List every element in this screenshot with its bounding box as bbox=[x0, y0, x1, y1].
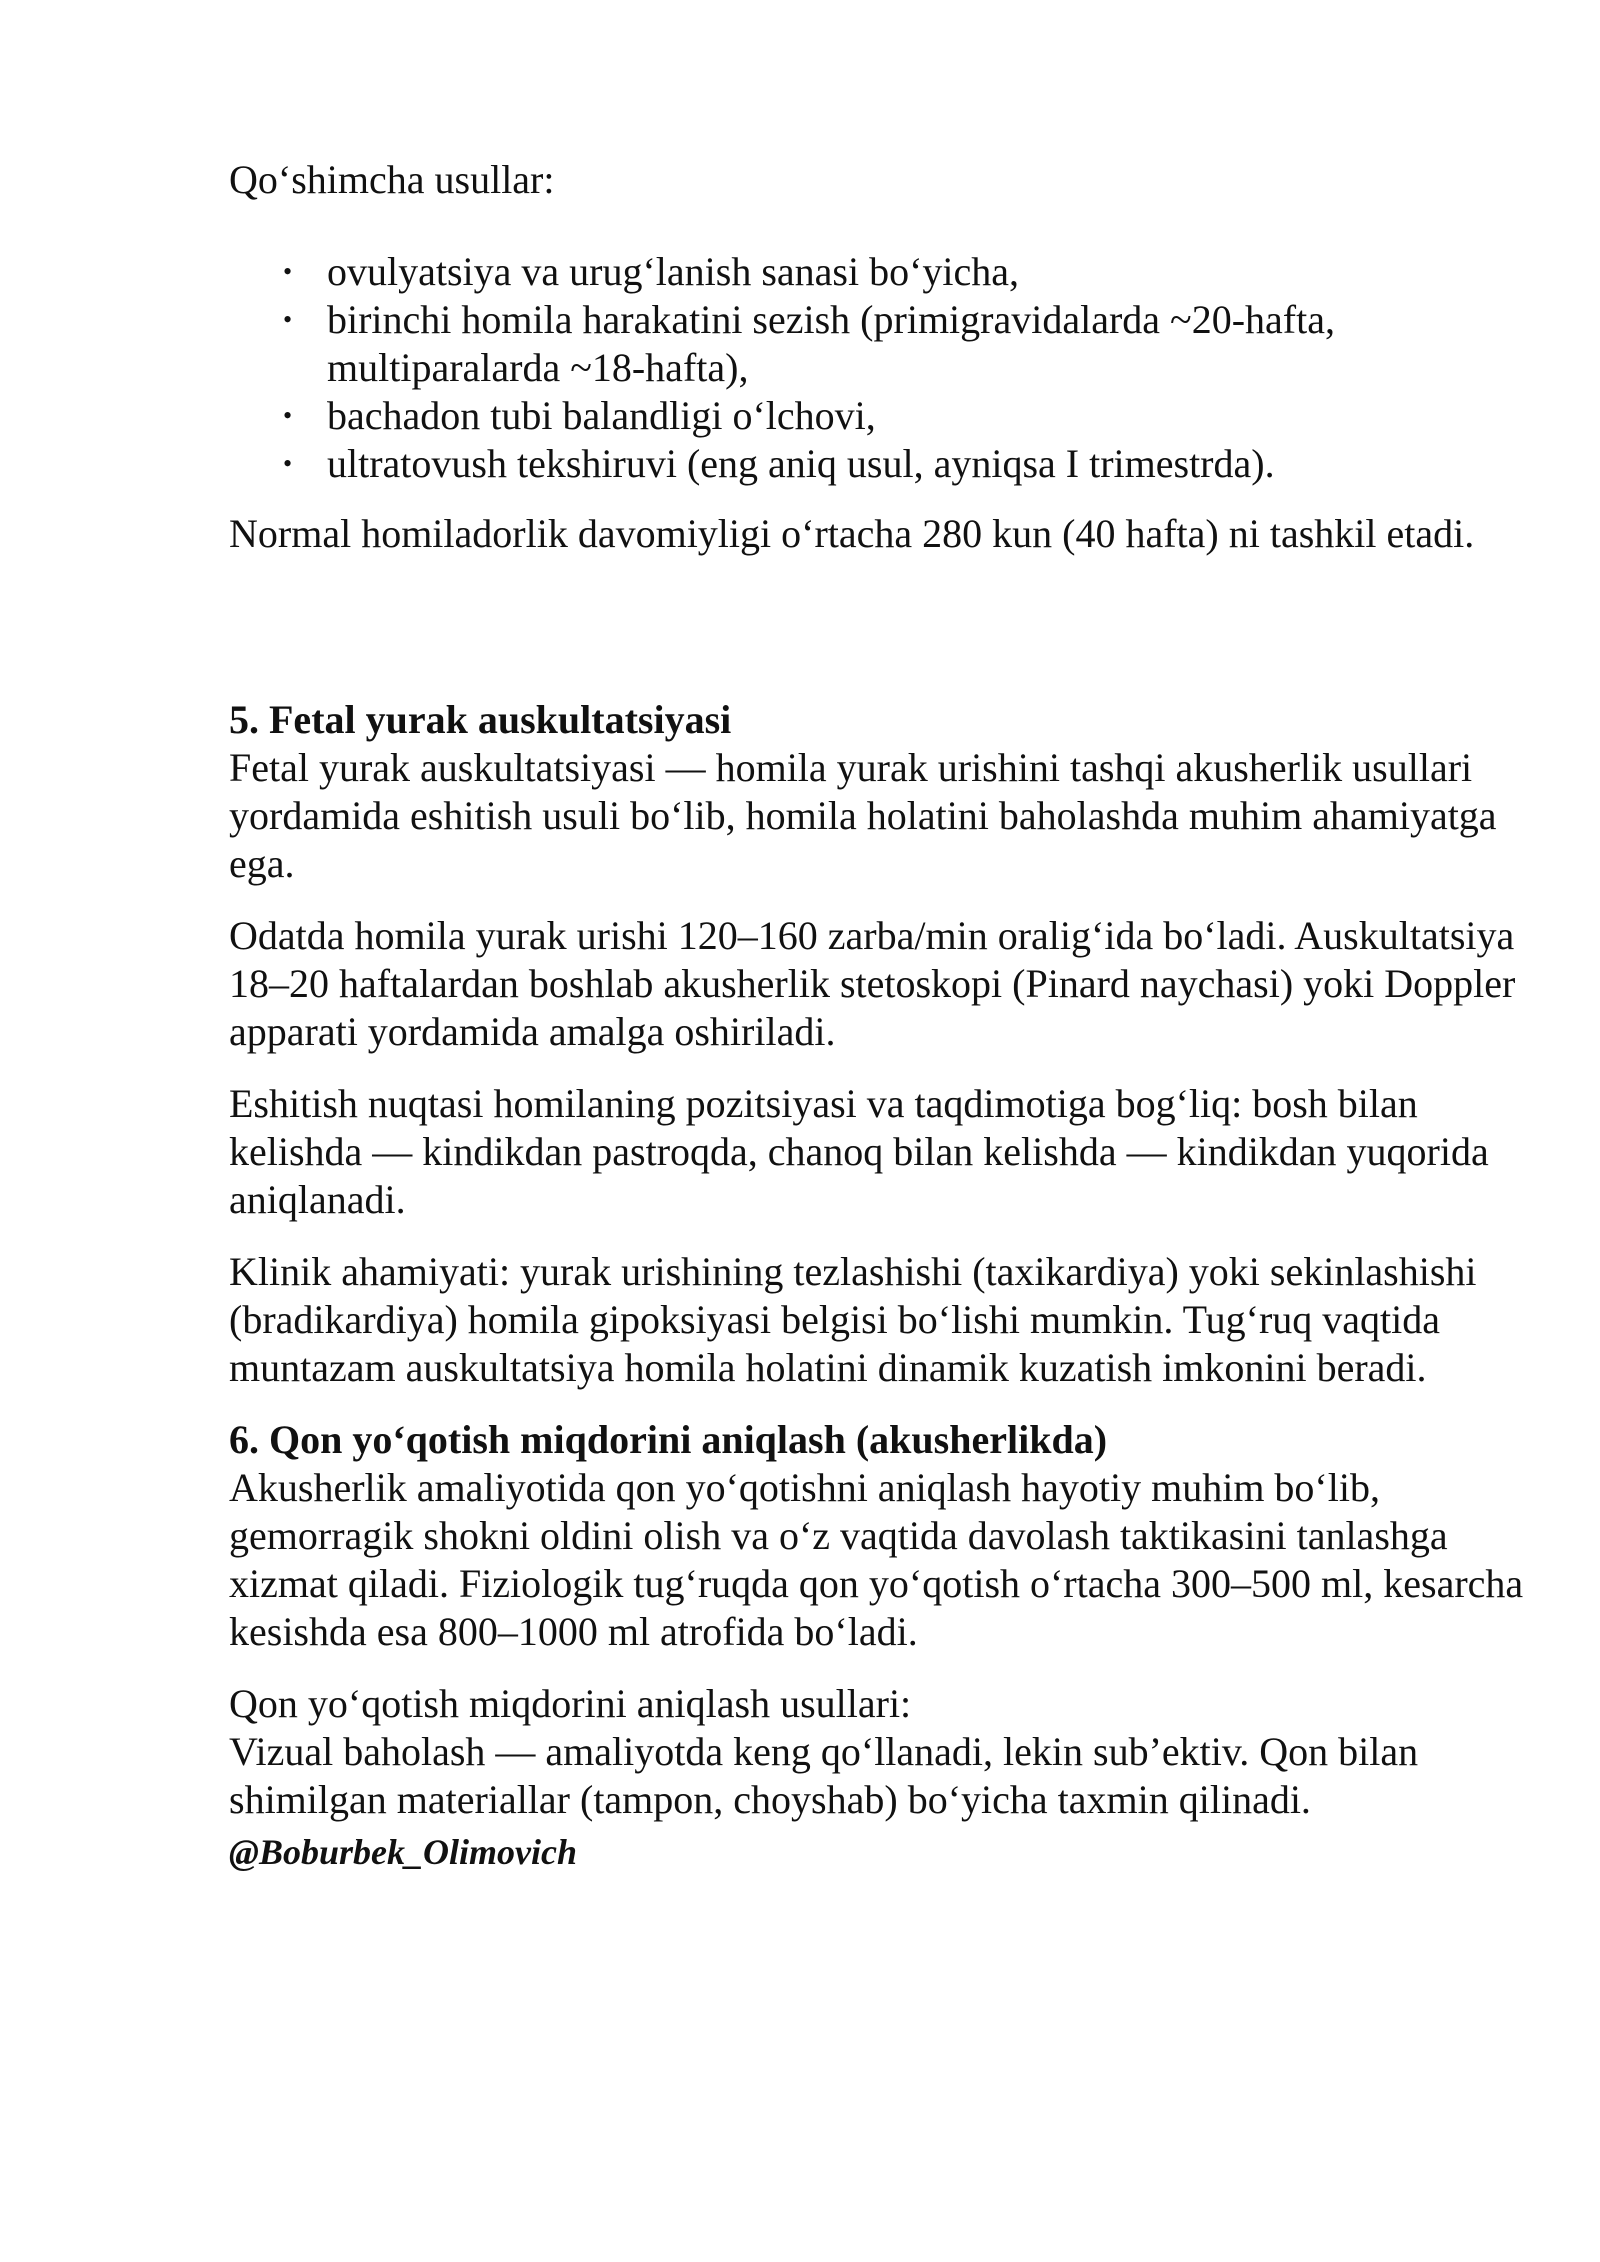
list-item-text: ultratovush tekshiruvi (eng aniq usul, ayniqsa I trimestrda). bbox=[327, 441, 1275, 486]
section-5-title: 5. Fetal yurak auskultatsiyasi bbox=[229, 697, 732, 742]
list-item-text: birinchi homila harakatini sezish (primigravidalarda ~20-hafta, multiparalarda ~18-hafta), bbox=[327, 297, 1335, 390]
methods-heading: Qon yo‘qotish miqdorini aniqlash usullari: bbox=[229, 1681, 912, 1726]
page-content bbox=[229, 156, 1529, 1874]
section-6-title: 6. Qon yo‘qotish miqdorini aniqlash (akusherlikda) bbox=[229, 1417, 1108, 1462]
list-item bbox=[229, 440, 1529, 488]
section-5-paragraph: Fetal yurak auskultatsiyasi — homila yurak urishini tashqi akusherlik usullari yordamida eshitish usuli bo‘lib, homila holatini baholashda muhim ahamiyatga ega. bbox=[229, 745, 1497, 886]
list-item bbox=[229, 392, 1529, 440]
list-item-text: ovulyatsiya va urug‘lanish sanasi bo‘yicha, bbox=[327, 249, 1020, 294]
section-5-paragraph: Odatda homila yurak urishi 120–160 zarba/min oralig‘ida bo‘ladi. Auskultatsiya 18–20 haftalardan boshlab akusherlik stetoskopi (Pinard naychasi) yoki Doppler apparati yordamida amalga oshiriladi. bbox=[229, 913, 1516, 1054]
author-signature: @Boburbek_Olimovich bbox=[229, 1832, 577, 1872]
bullet-icon: • bbox=[283, 449, 293, 478]
list-item bbox=[229, 248, 1529, 296]
bullet-icon: • bbox=[283, 305, 293, 334]
methods-list bbox=[229, 248, 1529, 488]
section-6-paragraph: Akusherlik amaliyotida qon yo‘qotishni aniqlash hayotiy muhim bo‘lib, gemorragik shokni oldini olish va o‘z vaqtida davolash taktikasini tanlashga xizmat qiladi. Fiziologik tug‘ruqda qon yo‘qotish o‘rtacha 300–500 ml, kesarcha kesishda esa 800–1000 ml atrofida bo‘ladi. bbox=[229, 1465, 1524, 1654]
list-item-text: bachadon tubi balandligi o‘lchovi, bbox=[327, 393, 876, 438]
bullet-icon: • bbox=[283, 401, 293, 430]
intro-heading: Qo‘shimcha usullar: bbox=[229, 157, 555, 202]
list-item bbox=[229, 296, 1529, 392]
section-5-paragraph: Eshitish nuqtasi homilaning pozitsiyasi va taqdimotiga bog‘liq: bosh bilan kelishda — kindikdan pastroqda, chanoq bilan kelishda — kindikdan yuqorida aniqlanadi. bbox=[229, 1081, 1489, 1222]
visual-assessment-paragraph: Vizual baholash — amaliyotda keng qo‘llanadi, lekin sub’ektiv. Qon bilan shimilgan materiallar (tampon, choyshab) bo‘yicha taxmin qilinadi. bbox=[229, 1729, 1419, 1822]
normal-duration-paragraph: Normal homiladorlik davomiyligi o‘rtacha 280 kun (40 hafta) ni tashkil etadi. bbox=[229, 511, 1475, 556]
section-5-paragraph: Klinik ahamiyati: yurak urishining tezlashishi (taxikardiya) yoki sekinlashishi (bradikardiya) homila gipoksiyasi belgisi bo‘lishi mumkin. Tug‘ruq vaqtida muntazam auskultatsiya homila holatini dinamik kuzatish imkonini beradi. bbox=[229, 1249, 1477, 1390]
bullet-icon: • bbox=[283, 257, 293, 286]
